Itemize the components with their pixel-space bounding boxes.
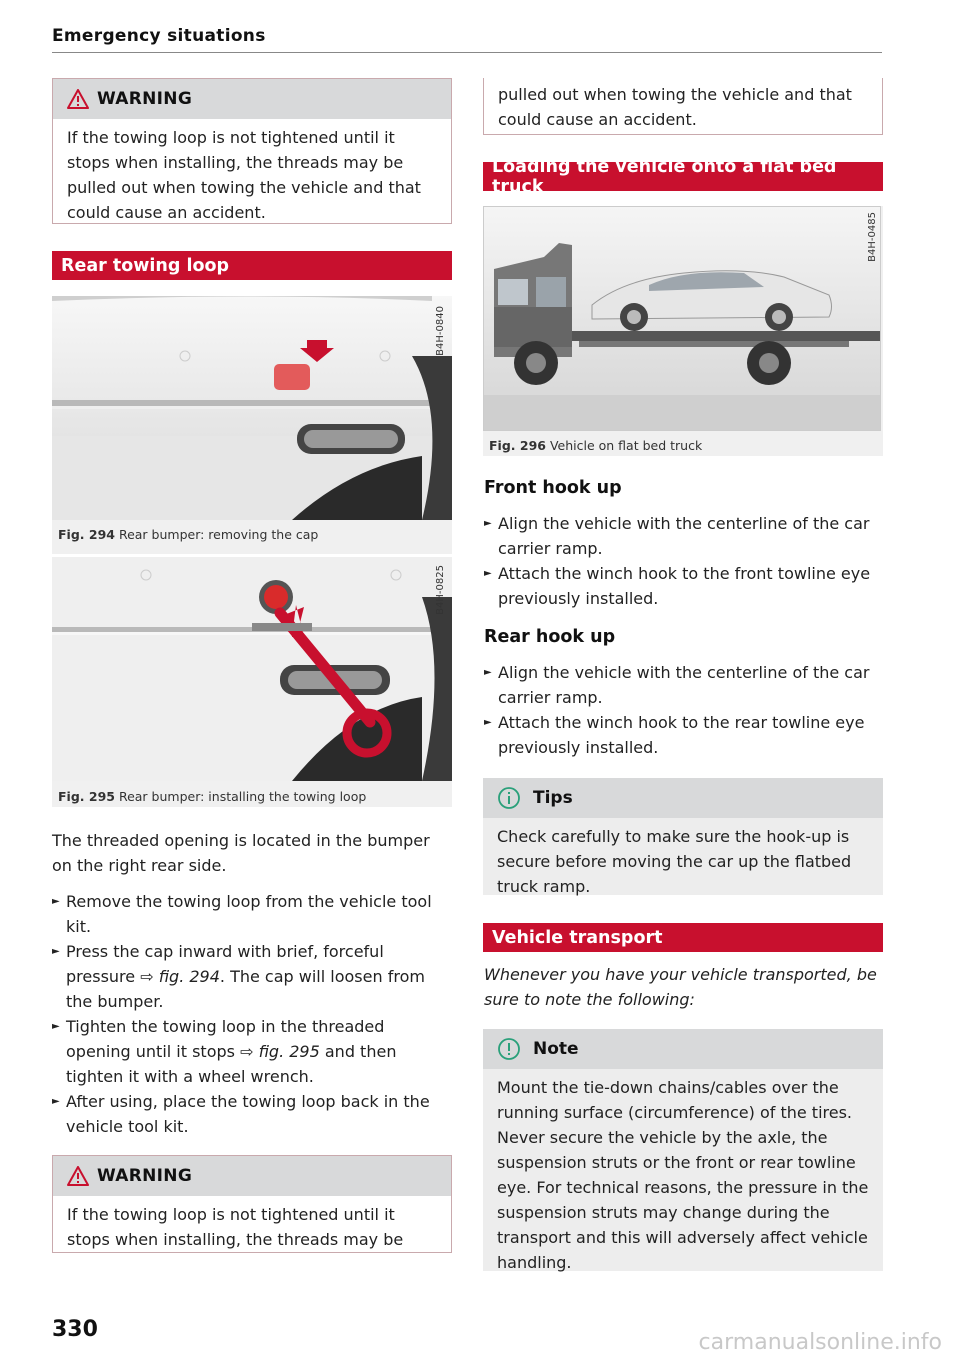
warning-text: If the towing loop is not tightened until it stops when installing, the threads may be pulled out when towing the vehicle and that could cause an accident. <box>67 128 421 222</box>
header-rule <box>52 52 882 53</box>
rear-hook-up-heading: Rear hook up <box>484 627 616 647</box>
rear-towing-intro: The threaded opening is located in the bumper on the right rear side. <box>52 831 430 875</box>
front-hook-steps <box>484 511 880 611</box>
warning-label: WARNING <box>97 1166 193 1186</box>
figure-296-caption-text: Vehicle on flat bed truck <box>549 438 703 453</box>
page-header-title: Emergency situations <box>52 26 266 46</box>
section-title-flatbed: Loading the vehicle onto a flat bed truck <box>483 162 883 191</box>
step-text: and then tighten it with a wheel wrench. <box>66 1042 397 1086</box>
warning-triangle-icon <box>67 1166 89 1186</box>
tips-header <box>483 778 883 818</box>
warning-box-bottom <box>52 1155 452 1253</box>
list-item: ► After using, place the towing loop back in the vehicle tool kit. <box>52 1089 447 1139</box>
figure-294 <box>52 296 452 554</box>
figure-294-image <box>52 296 452 520</box>
list-item: ► Attach the winch hook to the rear towline eye previously installed. <box>484 710 880 760</box>
transport-lead: Whenever you have your vehicle transported, be sure to note the following: <box>484 965 877 1009</box>
warning-continued-box <box>483 78 883 135</box>
attention-icon <box>497 1037 521 1061</box>
figure-reference-link[interactable]: ⇨ fig. 295 <box>240 1042 320 1061</box>
note-label: Note <box>533 1039 579 1059</box>
figure-296 <box>483 206 883 456</box>
figure-294-caption <box>58 527 318 542</box>
figure-295-image <box>52 557 452 781</box>
list-item: ► Align the vehicle with the centerline of the car carrier ramp. <box>484 511 880 561</box>
figure-294-number: Fig. 294 <box>58 527 115 542</box>
step-text: Tighten the towing loop in the threaded opening until it stops <box>66 1017 385 1061</box>
note-header <box>483 1029 883 1069</box>
tips-label: Tips <box>533 788 573 808</box>
figure-294-code: B4H-0840 <box>435 306 446 356</box>
warning-header <box>53 1156 451 1196</box>
rear-towing-steps <box>52 889 447 1139</box>
warning-text: If the towing loop is not tightened until it stops when installing, the threads may be <box>67 1205 404 1249</box>
tips-box <box>483 778 883 895</box>
section-title-vehicle-transport: Vehicle transport <box>483 923 883 952</box>
figure-295-code: B4H-0825 <box>435 565 446 615</box>
figure-295 <box>52 557 452 807</box>
figure-295-number: Fig. 295 <box>58 789 115 804</box>
list-item: ► Attach the winch hook to the front towline eye previously installed. <box>484 561 880 611</box>
note-text: Mount the tie-down chains/cables over the running surface (circumference) of the tires. Never secure the vehicle by the axle, the suspension struts or the front or rear towline eye. For technical reasons, the pressure in the suspension struts may change during the transport and this will adversely affect vehicle handling. <box>497 1078 869 1272</box>
figure-296-code: B4H-0485 <box>867 212 878 262</box>
figure-295-caption <box>58 789 366 804</box>
site-watermark: carmanualsonline.info <box>698 1330 942 1355</box>
front-hook-up-heading: Front hook up <box>484 478 622 498</box>
page-number: 330 <box>52 1317 98 1342</box>
tips-text: Check carefully to make sure the hook-up is secure before moving the car up the flatbed truck ramp. <box>497 827 852 896</box>
warning-header <box>53 79 451 119</box>
info-icon <box>497 786 521 810</box>
note-box <box>483 1029 883 1271</box>
step-text: . The cap will loosen from the bumper. <box>66 967 425 1011</box>
figure-296-number: Fig. 296 <box>489 438 546 453</box>
list-item <box>52 939 447 1014</box>
figure-296-caption <box>489 438 702 453</box>
step-text: Press the cap inward with brief, forceful pressure <box>66 942 384 986</box>
warning-label: WARNING <box>97 89 193 109</box>
section-title-rear-towing: Rear towing loop <box>52 251 452 280</box>
list-item: ► Remove the towing loop from the vehicle tool kit. <box>52 889 447 939</box>
figure-reference-link[interactable]: ⇨ fig. 294 <box>140 967 220 986</box>
figure-294-caption-text: Rear bumper: removing the cap <box>118 527 319 542</box>
rear-hook-steps <box>484 660 880 760</box>
list-item <box>52 1014 447 1089</box>
list-item: ► Align the vehicle with the centerline of the car carrier ramp. <box>484 660 880 710</box>
figure-295-caption-text: Rear bumper: installing the towing loop <box>118 789 367 804</box>
figure-296-image <box>483 206 881 431</box>
warning-continued-text: pulled out when towing the vehicle and that could cause an accident. <box>498 85 852 129</box>
warning-box-top <box>52 78 452 224</box>
warning-triangle-icon <box>67 89 89 109</box>
